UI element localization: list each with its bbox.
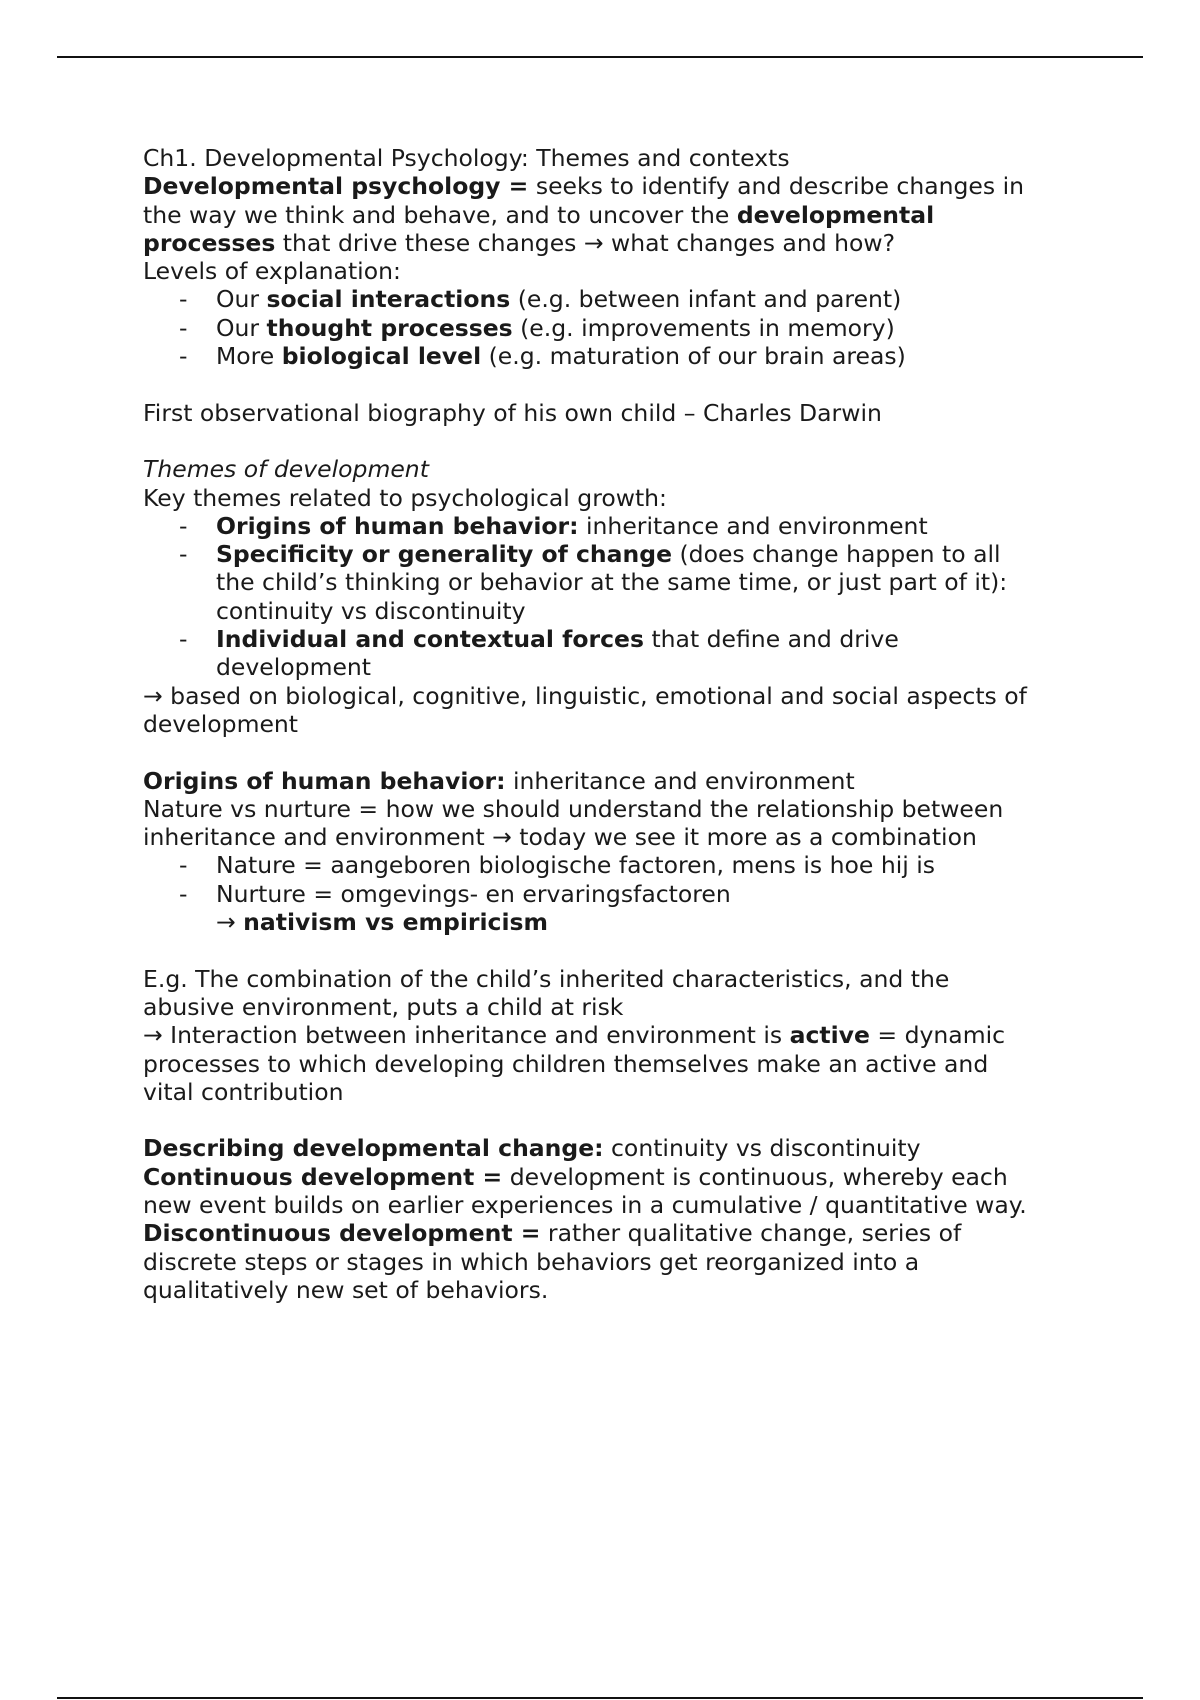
intro-text: the way we think and behave, and to uncover the xyxy=(143,200,737,229)
item-bold: Specificity or generality of change xyxy=(216,540,673,569)
item-text: → Interaction between inheritance and environment is xyxy=(143,1021,790,1050)
item-bold: active xyxy=(789,1021,870,1050)
def-term: Discontinuous development = xyxy=(143,1219,541,1248)
item-bold: Origins of human behavior: xyxy=(216,511,579,540)
def-term: Developmental psychology = xyxy=(143,172,529,201)
item-text: More xyxy=(216,342,282,371)
bullet-dash: - xyxy=(179,625,188,654)
levels-item xyxy=(143,285,1073,313)
def-term: Continuous development = xyxy=(143,1162,503,1191)
top-rule xyxy=(57,56,1143,58)
origins-line-2: inheritance and environment → today we see it more as a combination xyxy=(143,823,977,852)
item-bold: Individual and contextual forces xyxy=(216,625,644,654)
intro-line-3 xyxy=(143,229,1073,257)
item-text: rather qualitative change, series of xyxy=(540,1219,962,1248)
discontinuous-line-3: qualitatively new set of behaviors. xyxy=(143,1275,549,1304)
themes-based-line-1: → based on biological, cognitive, linguistic, emotional and social aspects of xyxy=(143,681,1027,710)
spacer xyxy=(143,370,1073,398)
spacer xyxy=(143,738,1073,766)
item-bold: biological level xyxy=(281,342,482,371)
example-line-3 xyxy=(143,1021,1073,1049)
item-text: development is continuous, whereby each xyxy=(502,1162,1008,1191)
section-heading-text: continuity vs discontinuity xyxy=(603,1134,921,1163)
origins-item xyxy=(143,880,1073,908)
item-bold: social interactions xyxy=(266,285,511,314)
intro-text: seeks to identify and describe changes in xyxy=(528,172,1025,201)
item-text: inheritance and environment xyxy=(578,511,928,540)
intro-bold: processes xyxy=(143,228,276,257)
continuous-line-1 xyxy=(143,1163,1073,1191)
themes-item xyxy=(143,512,1073,540)
levels-item xyxy=(143,342,1073,370)
section-heading-bold: Describing developmental change: xyxy=(143,1134,604,1163)
intro-text: that drive these changes → what changes and how? xyxy=(275,228,896,257)
document-body xyxy=(143,144,1073,1304)
discontinuous-line-2: discrete steps or stages in which behaviors get reorganized into a xyxy=(143,1247,920,1276)
item-text: (e.g. between infant and parent) xyxy=(510,285,902,314)
intro-line-1 xyxy=(143,172,1073,200)
themes-based-line-2: development xyxy=(143,709,299,738)
themes-heading: Themes of development xyxy=(143,455,429,484)
themes-item xyxy=(143,540,1073,568)
themes-item-continued: continuity vs discontinuity xyxy=(216,596,526,625)
origins-line-1: Nature vs nurture = how we should understand the relationship between xyxy=(143,794,1004,823)
intro-bold: developmental xyxy=(736,200,935,229)
example-line-2: abusive environment, puts a child at risk xyxy=(143,992,624,1021)
origins-item xyxy=(143,851,1073,879)
example-line-1: E.g. The combination of the child’s inherited characteristics, and the xyxy=(143,964,950,993)
change-heading xyxy=(143,1134,1073,1162)
item-text: (e.g. maturation of our brain areas) xyxy=(481,342,906,371)
darwin-line: First observational biography of his own child – Charles Darwin xyxy=(143,398,882,427)
bullet-dash: - xyxy=(179,540,188,569)
item-text: = dynamic xyxy=(869,1021,1006,1050)
item-text: Our xyxy=(216,285,267,314)
item-text: Our xyxy=(216,313,267,342)
item-text: (e.g. improvements in memory) xyxy=(512,313,895,342)
bullet-dash: - xyxy=(179,511,188,540)
page-title: Ch1. Developmental Psychology: Themes and contexts xyxy=(143,144,790,172)
themes-item-continued: the child’s thinking or behavior at the same time, or just part of it): xyxy=(216,568,1008,597)
discontinuous-line-1 xyxy=(143,1219,1073,1247)
continuous-line-2: new event builds on earlier experiences in a cumulative / quantitative way. xyxy=(143,1190,1027,1219)
example-line-5: vital contribution xyxy=(143,1077,344,1106)
item-text: (does change happen to all xyxy=(672,540,1001,569)
bullet-dash: - xyxy=(179,879,188,908)
bullet-dash: - xyxy=(179,851,188,880)
bottom-rule xyxy=(57,1697,1143,1699)
spacer xyxy=(143,427,1073,455)
item-text: Nurture = omgevings- en ervaringsfactoren xyxy=(216,879,731,908)
themes-intro: Key themes related to psychological growth: xyxy=(143,483,667,512)
item-bold: nativism vs empiricism xyxy=(243,908,548,937)
origins-arrow-line xyxy=(143,908,1073,936)
bullet-dash: - xyxy=(179,342,188,371)
spacer xyxy=(143,1106,1073,1134)
section-heading-bold: Origins of human behavior: xyxy=(143,766,506,795)
themes-item xyxy=(143,625,1073,653)
levels-heading: Levels of explanation: xyxy=(143,257,401,286)
bullet-dash: - xyxy=(179,313,188,342)
bullet-dash: - xyxy=(179,285,188,314)
example-line-4: processes to which developing children themselves make an active and xyxy=(143,1049,989,1078)
section-heading-text: inheritance and environment xyxy=(505,766,855,795)
intro-line-2 xyxy=(143,201,1073,229)
item-text: that define and drive xyxy=(643,625,899,654)
item-text: Nature = aangeboren biologische factoren, mens is hoe hij is xyxy=(216,851,936,880)
spacer xyxy=(143,936,1073,964)
levels-item xyxy=(143,314,1073,342)
item-bold: thought processes xyxy=(266,313,513,342)
arrow-glyph: → xyxy=(216,908,244,937)
themes-item-continued: development xyxy=(216,653,372,682)
origins-heading xyxy=(143,767,1073,795)
